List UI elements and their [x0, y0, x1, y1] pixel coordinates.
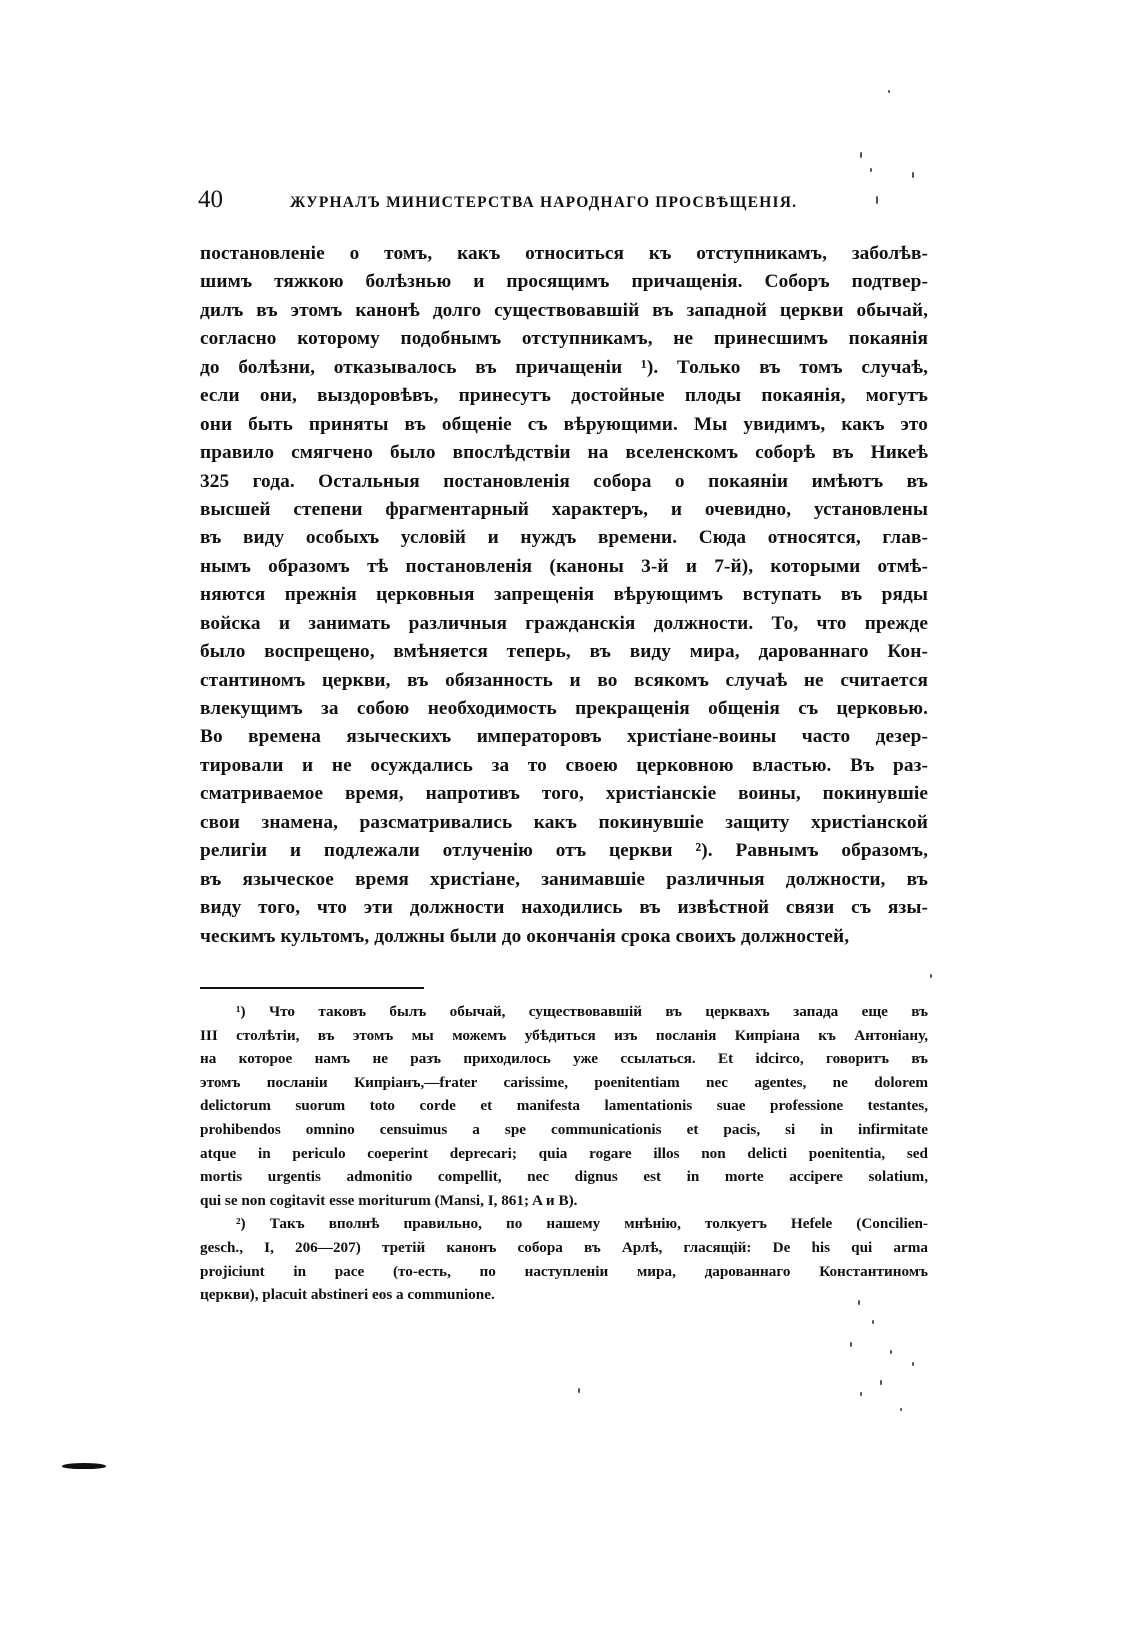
scan-speck [860, 152, 862, 158]
footnote-1-line: mortis urgentis admonitio compellit, nec dignus est in morte accipere solatium, [200, 1168, 928, 1186]
body-line: они быть приняты въ общеніе съ вѣрующими. Мы увидимъ, какъ это [200, 413, 928, 435]
footnote-2-line: церкви), placuit abstineri eos a communione. [200, 1286, 495, 1304]
body-line: тировали и не осуждались за то своею церковною властью. Въ раз- [200, 754, 928, 776]
scan-speck [888, 90, 890, 93]
footnote-1-line: delictorum suorum toto corde et manifesta lamentationis suae professione testantes, [200, 1097, 928, 1115]
body-line: свои знамена, разсматривались какъ покинувшіе защиту христіанской [200, 811, 928, 833]
body-line: постановленіе о томъ, какъ относиться къ отступникамъ, заболѣв- [200, 243, 928, 264]
scan-speck [900, 1408, 902, 1411]
body-line: въ языческое время христіане, занимавшіе различныя должности, въ [200, 868, 928, 890]
body-line: войска и занимать различныя гражданскія должности. То, что прежде [200, 612, 928, 634]
scan-edge-mark [62, 1463, 106, 1469]
footnote-separator [200, 987, 424, 989]
footnote-2-line: ²) Такъ вполнѣ правильно, по нашему мнѣнію, толкуетъ Hefele (Concilien- [236, 1215, 928, 1233]
footnote-1-line: ¹) Что таковъ былъ обычай, существовавшій въ церквахъ запада еще въ [236, 1003, 928, 1020]
body-line: няются прежнія церковныя запрещенія вѣрующимъ вступать въ ряды [200, 584, 928, 606]
scan-speck [858, 1300, 860, 1305]
scan-speck [890, 1350, 892, 1354]
body-line: ческимъ культомъ, должны были до окончанія срока своихъ должностей, [200, 925, 850, 947]
footnote-1-line: этомъ посланіи Кипріанъ,—frater carissime, poenitentiam nec agentes, ne dolorem [200, 1073, 928, 1091]
footnote-1-line: III столѣтіи, въ этомъ мы можемъ убѣдиться изъ посланія Кипріана къ Антоніану, [200, 1026, 928, 1044]
body-line: шимъ тяжкою болѣзнью и просящимъ причащенія. Соборъ подтвер- [200, 271, 928, 293]
body-line: высшей степени фрагментарный характеръ, и очевидно, установлены [200, 498, 928, 520]
scan-speck [912, 172, 914, 178]
page-number: 40 [198, 186, 223, 213]
scan-speck [880, 1380, 882, 1385]
footnote-1-line: prohibendos omnino censuimus a spe communicationis et pacis, si in infirmitate [200, 1120, 928, 1138]
scan-speck [876, 196, 878, 204]
body-line: религіи и подлежали отлученію отъ церкви ²). Равнымъ образомъ, [200, 840, 928, 862]
scan-speck [850, 1342, 852, 1347]
body-line: до болѣзни, отказывалось въ причащеніи ¹). Только въ томъ случаѣ, [200, 356, 928, 378]
page-header [198, 186, 838, 220]
footnote-2-line: projiciunt in pace (то-есть, по наступленіи мира, дарованнаго Константиномъ [200, 1262, 928, 1280]
footnotes [200, 1000, 928, 1307]
body-line: въ виду особыхъ условій и нуждъ времени. Сюда относятся, глав- [200, 527, 928, 549]
footnote-1-line: на которое намъ не разъ приходилось уже ссылаться. Et idcirco, говоритъ въ [200, 1050, 928, 1068]
scan-speck [578, 1388, 580, 1393]
running-head: ЖУРНАЛЪ МИНИСТЕРСТВА НАРОДНАГО ПРОСВѢЩЕНІЯ. [290, 194, 798, 211]
scan-speck [870, 168, 872, 172]
scan-speck [912, 1362, 914, 1366]
scan-speck [860, 1392, 862, 1396]
body-line: было воспрещено, вмѣняется теперь, въ виду мира, дарованнаго Кон- [200, 641, 928, 663]
body-line: стантиномъ церкви, въ обязанность и во всякомъ случаѣ не считается [200, 669, 928, 691]
body-line: влекущимъ за собою необходимость прекращенія общенія съ церковью. [200, 698, 928, 719]
body-line: 325 года. Остальныя постановленія собора о покаяніи имѣютъ въ [200, 470, 928, 492]
body-line: Во времена языческихъ императоровъ христіане-воины часто дезер- [200, 726, 928, 748]
body-text [200, 240, 928, 951]
body-line: правило смягчено было впослѣдствіи на вселенскомъ соборѣ въ Никеѣ [200, 442, 928, 464]
footnote-2-line: gesch., I, 206—207) третій канонъ собора въ Арлѣ, гласящій: De his qui arma [200, 1238, 928, 1256]
body-line: сматриваемое время, напротивъ того, христіанскіе воины, покинувшіе [200, 783, 928, 805]
body-line: согласно которому подобнымъ отступникамъ, не принесшимъ покаянія [200, 328, 928, 350]
body-line: если они, выздоровѣвъ, принесутъ достойные плоды покаянія, могутъ [200, 385, 928, 407]
body-line: нымъ образомъ тѣ постановленія (каноны 3-й и 7-й), которыми отмѣ- [200, 555, 928, 577]
scan-speck [930, 974, 932, 978]
footnote-1-line: atque in periculo coeperint deprecari; quia rogare illos non delicti poenitentia, sed [200, 1144, 928, 1162]
footnote-1-line: qui se non cogitavit esse moriturum (Mansi, I, 861; A и B). [200, 1191, 578, 1209]
scan-speck [872, 1320, 874, 1324]
body-line: дилъ въ этомъ канонѣ долго существовавшій въ западной церкви обычай, [200, 299, 928, 321]
body-line: виду того, что эти должности находились въ извѣстной связи съ язы- [200, 897, 928, 919]
